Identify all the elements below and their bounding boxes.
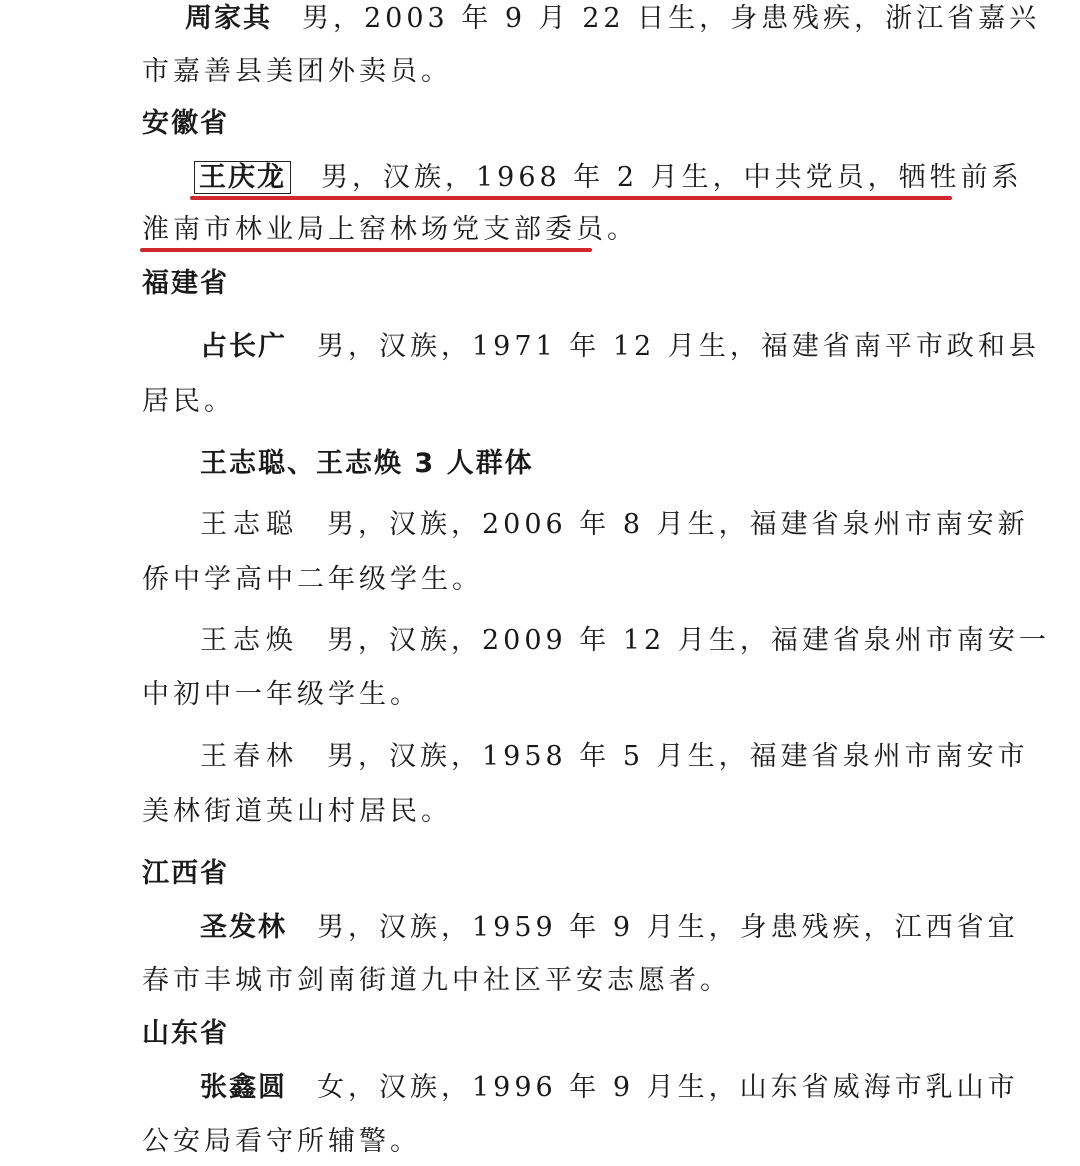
red-underline — [140, 248, 592, 252]
entry-line — [200, 330, 1040, 364]
entry-line — [142, 213, 638, 247]
red-underline — [190, 196, 952, 200]
entry-line — [142, 1125, 421, 1159]
person-description-continued: 淮南市林业局上窑林场党支部委员。 — [142, 214, 638, 245]
person-description-continued: 美林街道英山村居民。 — [142, 796, 452, 827]
person-description: 男，汉族，1968 年 2 月生，中共党员，牺牲前系 — [321, 162, 1023, 193]
person-name: 王春林 — [200, 741, 299, 772]
person-name: 周家其 — [185, 3, 272, 34]
person-description: 男，2003 年 9 月 22 日生，身患残疾，浙江省嘉兴 — [302, 3, 1041, 34]
entry-line — [142, 795, 452, 829]
person-description-continued: 侨中学高中二年级学生。 — [142, 564, 483, 595]
person-name-boxed: 王庆龙 — [194, 161, 291, 194]
province-heading: 安徽省 — [142, 108, 229, 139]
entry-line — [142, 385, 235, 419]
person-description: 女，汉族，1996 年 9 月生，山东省威海市乳山市 — [317, 1072, 1019, 1103]
province-heading: 江西省 — [142, 858, 229, 889]
province-heading: 山东省 — [142, 1018, 229, 1049]
person-description-continued: 市嘉善县美团外卖员。 — [142, 56, 452, 87]
entry-line — [200, 740, 1029, 774]
entry-line — [200, 911, 1019, 945]
group-heading: 王志聪、王志焕 3 人群体 — [200, 448, 534, 479]
person-description-continued: 公安局看守所辅警。 — [142, 1126, 421, 1157]
province-heading: 福建省 — [142, 268, 229, 299]
entry-line — [142, 563, 483, 597]
person-description: 男，汉族，1959 年 9 月生，身患残疾，江西省宜 — [317, 912, 1019, 943]
person-description: 男，汉族，1971 年 12 月生，福建省南平市政和县 — [317, 331, 1040, 362]
person-name: 占长广 — [200, 331, 287, 362]
person-name: 张鑫圆 — [200, 1072, 287, 1103]
entry-line — [200, 624, 1050, 658]
entry-line — [142, 678, 421, 712]
entry-line — [142, 964, 731, 998]
entry-line — [142, 55, 452, 89]
entry-line — [185, 2, 1040, 36]
entry-line — [200, 1071, 1019, 1105]
person-name: 王志焕 — [200, 625, 299, 656]
person-name: 王志聪 — [200, 509, 299, 540]
person-name: 圣发林 — [200, 912, 287, 943]
person-description-continued: 中初中一年级学生。 — [142, 679, 421, 710]
person-description-continued: 居民。 — [142, 386, 235, 417]
person-description-continued: 春市丰城市剑南街道九中社区平安志愿者。 — [142, 965, 731, 996]
person-description: 男，汉族，2006 年 8 月生，福建省泉州市南安新 — [327, 509, 1029, 540]
person-description: 男，汉族，2009 年 12 月生，福建省泉州市南安一 — [327, 625, 1050, 656]
entry-line — [200, 161, 1023, 195]
entry-line — [200, 508, 1029, 542]
person-description: 男，汉族，1958 年 5 月生，福建省泉州市南安市 — [327, 741, 1029, 772]
